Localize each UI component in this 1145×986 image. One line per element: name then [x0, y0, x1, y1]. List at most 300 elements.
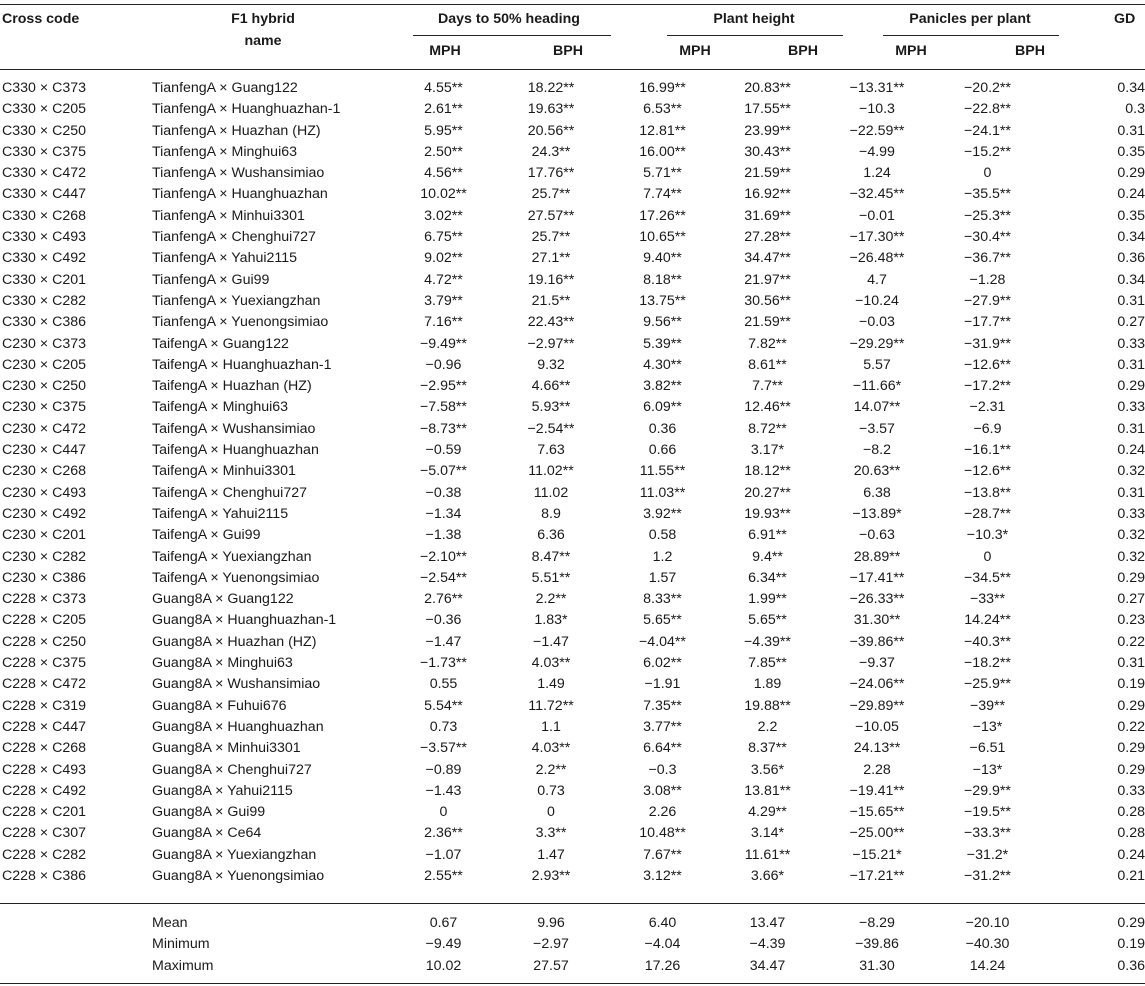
- table-row: [0, 312, 1145, 333]
- table-row: [0, 248, 1145, 269]
- height-mph-cell: 6.53**: [643, 101, 682, 118]
- panicles-mph-cell: −32.45**: [849, 186, 905, 203]
- height-bph-cell: 6.34**: [748, 569, 787, 586]
- hybrid-name-cell: TaifengA × Huanghuazhan-1: [152, 356, 332, 373]
- panicles-mph-cell: −29.89**: [849, 697, 905, 714]
- gd-cell: 0.31: [1117, 484, 1145, 501]
- cross-code-cell: C330 × C492: [2, 250, 87, 267]
- table-row: [0, 461, 1145, 482]
- height-bph-cell: 3.17*: [750, 442, 785, 459]
- panicles-mph-cell: −0.63: [859, 527, 895, 544]
- height-bph-cell: 3.66*: [750, 867, 785, 884]
- hybrid-name-cell: TianfengA × Huanghuazhan: [152, 186, 328, 203]
- gd-cell: 0.29: [1117, 697, 1145, 714]
- cross-code-cell: C228 × C373: [2, 591, 87, 608]
- cross-code-cell: C228 × C201: [2, 804, 87, 821]
- height-bph-cell: 1.89: [753, 676, 782, 693]
- gd-cell: 0.22: [1117, 718, 1145, 735]
- table-row: [0, 440, 1145, 461]
- hybrid-name-cell: Guang8A × Minghui63: [152, 655, 293, 672]
- heading-bph-cell: 2.93**: [531, 867, 571, 884]
- summary-row: [0, 913, 1145, 934]
- hybrid-name-cell: TaifengA × Yahui2115: [152, 505, 289, 522]
- panicles-mph-cell: −3.57: [859, 420, 895, 437]
- cross-code-cell: C228 × C250: [2, 633, 87, 650]
- heading-bph-cell: 19.63**: [527, 101, 575, 118]
- height-mph-cell: −4.04: [644, 936, 681, 953]
- height-bph-cell: 3.14*: [750, 825, 785, 842]
- gd-cell: 0.32: [1117, 527, 1145, 544]
- height-mph-cell: 17.26: [644, 957, 681, 974]
- height-bph-cell: 3.56*: [750, 761, 785, 778]
- heading-bph-cell: 21.5**: [531, 292, 571, 309]
- hybrid-name-cell: Guang8A × Yahui2115: [152, 782, 293, 799]
- heading-mph-cell: −0.89: [425, 761, 462, 778]
- height-bph-cell: 21.97**: [744, 271, 791, 288]
- panicles-mph-cell: 14.07**: [853, 399, 901, 416]
- height-bph-cell: 17.55**: [744, 101, 791, 118]
- panicles-mph-cell: −25.00**: [849, 825, 905, 842]
- table-row: [0, 866, 1145, 887]
- heading-mph-cell: 4.56**: [424, 165, 463, 182]
- height-bph-cell: 7.7**: [752, 378, 783, 395]
- cross-code-cell: C228 × C319: [2, 697, 87, 714]
- hybrid-name-cell: Guang8A × Fuhui676: [152, 697, 287, 714]
- panicles-bph-cell: −13*: [972, 761, 1003, 778]
- height-mph-cell: 3.12**: [643, 867, 682, 884]
- hybrid-name-cell: Guang8A × Ce64: [152, 825, 262, 842]
- table-row: [0, 355, 1145, 376]
- heading-mph-cell: 4.55**: [424, 80, 463, 96]
- panicles-bph-cell: −17.2**: [964, 378, 1011, 395]
- bottom-rule: [0, 983, 1145, 984]
- table-row: [0, 610, 1145, 631]
- hybrid-name-cell: TianfengA × Huanghuazhan-1: [152, 101, 341, 118]
- panicles-mph-cell: −0.01: [859, 207, 895, 224]
- data-table-body: [0, 78, 1145, 887]
- heading-mph-cell: −1.34: [425, 505, 462, 522]
- panicles-mph-cell: 1.24: [863, 165, 891, 182]
- table-row: [0, 184, 1145, 205]
- panicles-bph-cell: −1.28: [969, 271, 1006, 288]
- hybrid-name-cell: TianfengA × Gui99: [152, 271, 270, 288]
- height-mph-cell: −1.91: [644, 676, 681, 693]
- height-mph-cell: 10.48**: [639, 825, 686, 842]
- hybrid-name-cell: TianfengA × Huazhan (HZ): [152, 122, 321, 139]
- height-bph-cell: 8.72**: [748, 420, 787, 437]
- panicles-mph-cell: −10.3: [859, 101, 895, 118]
- gd-cell: 0.32: [1117, 463, 1145, 480]
- hybrid-name-cell: TaifengA × Yuexiangzhan: [152, 548, 312, 565]
- height-bph-cell: 2.2: [757, 718, 778, 735]
- hybrid-name-cell: Guang8A × Gui99: [152, 804, 266, 821]
- height-mph-cell: 6.40: [648, 915, 677, 931]
- cross-code-cell: [0, 913, 152, 934]
- heading-mph-cell: 3.79**: [424, 292, 463, 309]
- cross-code-cell: C330 × C250: [2, 122, 87, 139]
- heading-mph-cell: 0.73: [429, 718, 458, 735]
- panicles-bph-cell: −33**: [969, 591, 1006, 608]
- heading-mph-cell: 2.61**: [424, 101, 463, 118]
- heading-bph-cell: −1.47: [533, 633, 569, 650]
- table-row: [0, 163, 1145, 184]
- cross-code-cell: C230 × C282: [2, 548, 87, 565]
- hybrid-name-cell: Guang8A × Yuenongsimiao: [152, 867, 325, 884]
- hybrid-name-cell: TaifengA × Wushansimiao: [152, 420, 316, 437]
- panicles-mph-cell: −9.37: [859, 655, 895, 672]
- heading-mph-cell: 10.02**: [420, 186, 467, 203]
- header-cross-code: Cross code: [2, 11, 80, 27]
- height-bph-cell: 8.61**: [748, 356, 787, 373]
- cross-code-cell: C330 × C205: [2, 101, 87, 118]
- panicles-bph-cell: −25.3**: [964, 207, 1011, 224]
- height-bph-cell: 9.4**: [752, 548, 783, 565]
- height-mph-cell: 6.09**: [643, 399, 682, 416]
- panicles-bph-cell: −13.8**: [964, 484, 1011, 501]
- header-hybrid-name-1: F1 hybrid: [231, 11, 295, 27]
- panicles-bph-cell: −20.2**: [964, 80, 1011, 96]
- height-mph-cell: 6.64**: [643, 740, 682, 757]
- hybrid-name-cell: TaifengA × Huazhan (HZ): [152, 378, 312, 395]
- heading-mph-cell: 6.75**: [424, 229, 463, 246]
- height-mph-cell: 8.33**: [643, 591, 682, 608]
- panicles-mph-cell: −17.21**: [849, 867, 905, 884]
- height-bph-cell: 4.29**: [748, 804, 787, 821]
- heading-mph-cell: 3.02**: [424, 207, 463, 224]
- header-gd: GD: [1114, 11, 1136, 27]
- heading-mph-cell: −2.10**: [420, 548, 467, 565]
- table-row: [0, 121, 1145, 142]
- panicles-mph-cell: −26.48**: [849, 250, 905, 267]
- height-mph-cell: 6.02**: [643, 655, 682, 672]
- panicles-bph-cell: −6.51: [969, 740, 1006, 757]
- table-row: [0, 483, 1145, 504]
- gd-cell: 0.34: [1117, 271, 1145, 288]
- height-bph-cell: 21.59**: [744, 314, 791, 331]
- table-row: [0, 376, 1145, 397]
- hybrid-name-cell: TianfengA × Yuenongsimiao: [152, 314, 329, 331]
- hybrid-name-cell: Minimum: [152, 936, 210, 953]
- gd-cell: 0.31: [1117, 292, 1145, 309]
- height-mph-cell: 5.39**: [643, 335, 682, 352]
- height-bph-cell: 30.43**: [744, 143, 791, 160]
- header-plant-height: Plant height: [713, 11, 795, 27]
- table-row: [0, 206, 1145, 227]
- cross-code-cell: C228 × C282: [2, 846, 87, 863]
- heading-mph-cell: 4.72**: [424, 271, 463, 288]
- gd-cell: 0.29: [1117, 915, 1145, 931]
- panicles-bph-cell: −16.1**: [964, 442, 1011, 459]
- gd-cell: 0.36: [1117, 957, 1145, 974]
- panicles-bph-cell: −12.6**: [964, 463, 1011, 480]
- heading-bph-cell: 7.63: [537, 442, 565, 459]
- panicles-mph-cell: 2.28: [863, 761, 891, 778]
- hybrid-name-cell: Mean: [152, 915, 188, 931]
- heading-bph-cell: 27.57**: [527, 207, 575, 224]
- panicles-bph-cell: 14.24: [969, 957, 1006, 974]
- table-row: [0, 738, 1145, 759]
- heading-bph-cell: 1.49: [537, 676, 565, 693]
- panicles-bph-cell: −22.8**: [964, 101, 1011, 118]
- height-bph-cell: 27.28**: [744, 229, 791, 246]
- panicles-mph-cell: 5.57: [863, 356, 891, 373]
- height-mph-cell: 8.18**: [643, 271, 682, 288]
- height-mph-cell: 16.99**: [639, 80, 686, 96]
- gd-cell: 0.35: [1117, 207, 1145, 224]
- cross-code-cell: C230 × C472: [2, 420, 87, 437]
- height-bph-cell: 13.47: [749, 915, 786, 931]
- cross-code-cell: C228 × C493: [2, 761, 87, 778]
- gd-cell: 0.23: [1117, 612, 1145, 629]
- gd-cell: 0.36: [1117, 250, 1145, 267]
- hybrid-name-cell: Maximum: [152, 957, 214, 974]
- height-mph-cell: 5.65**: [643, 612, 682, 629]
- gd-cell: 0.27: [1117, 591, 1145, 608]
- height-bph-cell: 18.12**: [744, 463, 791, 480]
- table-row: [0, 696, 1145, 717]
- gd-cell: 0.33: [1117, 782, 1145, 799]
- gd-cell: 0.28: [1117, 804, 1145, 821]
- heading-mph-cell: −5.07**: [420, 463, 467, 480]
- heading-bph-cell: 6.36: [537, 527, 565, 544]
- cross-code-cell: C228 × C386: [2, 867, 87, 884]
- cross-code-cell: C230 × C268: [2, 463, 87, 480]
- hybrid-name-cell: TaifengA × Gui99: [152, 527, 261, 544]
- panicles-bph-cell: −15.2**: [964, 143, 1011, 160]
- hybrid-name-cell: TaifengA × Huanghuazhan: [152, 442, 319, 459]
- top-rule: [0, 4, 1145, 5]
- cross-code-cell: C228 × C447: [2, 718, 87, 735]
- panicles-mph-cell: 24.13**: [853, 740, 901, 757]
- gd-cell: 0.33: [1117, 505, 1145, 522]
- heading-bph-cell: 8.47**: [531, 548, 571, 565]
- header-panicles: Panicles per plant: [909, 11, 1031, 27]
- panicles-bph-cell: −33.3**: [964, 825, 1011, 842]
- table-row: [0, 78, 1145, 99]
- height-group-rule: [667, 35, 843, 36]
- panicles-bph-cell: −17.7**: [964, 314, 1011, 331]
- height-mph-cell: 4.30**: [643, 356, 682, 373]
- table-row: [0, 270, 1145, 291]
- panicles-mph-cell: −4.99: [859, 143, 895, 160]
- cross-code-cell: C330 × C282: [2, 292, 87, 309]
- panicles-bph-cell: −30.4**: [964, 229, 1011, 246]
- height-bph-cell: 31.69**: [744, 207, 791, 224]
- hybrid-name-cell: TaifengA × Minhui3301: [152, 463, 296, 480]
- panicles-bph-cell: −25.9**: [964, 676, 1011, 693]
- cross-code-cell: C228 × C472: [2, 676, 87, 693]
- height-mph-cell: 3.77**: [643, 718, 682, 735]
- height-bph-cell: 6.91**: [748, 527, 787, 544]
- heading-bph-cell: 22.43**: [527, 314, 575, 331]
- hybrid-name-cell: Guang8A × Guang122: [152, 591, 294, 608]
- panicles-bph-cell: −12.6**: [964, 356, 1011, 373]
- cross-code-cell: C330 × C472: [2, 165, 87, 182]
- hybrid-name-cell: Guang8A × Minhui3301: [152, 740, 301, 757]
- height-mph-cell: 17.26**: [639, 207, 686, 224]
- table-row: [0, 823, 1145, 844]
- heading-mph-cell: 0.67: [429, 915, 458, 931]
- height-mph-cell: −0.3: [648, 761, 677, 778]
- panicles-mph-cell: −11.66*: [852, 378, 902, 395]
- height-bph-cell: −4.39**: [744, 633, 791, 650]
- panicles-bph-cell: −34.5**: [964, 569, 1011, 586]
- table-row: [0, 568, 1145, 589]
- gd-cell: 0.21: [1117, 867, 1145, 884]
- gd-cell: 0.19: [1117, 936, 1145, 953]
- hybrid-name-cell: TianfengA × Wushansimiao: [152, 165, 325, 182]
- gd-cell: 0.34: [1117, 229, 1145, 246]
- header-panicles-mph: MPH: [895, 43, 927, 59]
- gd-cell: 0.29: [1117, 165, 1145, 182]
- height-bph-cell: 19.93**: [744, 505, 791, 522]
- height-bph-cell: 19.88**: [744, 697, 791, 714]
- heading-bph-cell: 2.2**: [535, 591, 567, 608]
- heading-bph-cell: 1.1: [541, 718, 561, 735]
- cross-code-cell: C330 × C268: [2, 207, 87, 224]
- heading-bph-cell: 5.51**: [531, 569, 571, 586]
- heading-group-rule: [413, 35, 611, 36]
- table-row: [0, 419, 1145, 440]
- hybrid-name-cell: TaifengA × Guang122: [152, 335, 289, 352]
- height-bph-cell: 5.65**: [748, 612, 787, 629]
- heading-bph-cell: 0: [547, 804, 555, 821]
- height-mph-cell: 3.92**: [643, 505, 682, 522]
- heading-mph-cell: −1.43: [425, 782, 462, 799]
- panicles-bph-cell: −28.7**: [964, 505, 1011, 522]
- panicles-mph-cell: −29.29**: [849, 335, 905, 352]
- cross-code-cell: C230 × C492: [2, 505, 87, 522]
- cross-code-cell: C330 × C493: [2, 229, 87, 246]
- panicles-mph-cell: −24.06**: [849, 676, 905, 693]
- heading-bph-cell: −2.97**: [527, 335, 575, 352]
- heading-mph-cell: 2.50**: [424, 143, 463, 160]
- gd-cell: 0.27: [1117, 314, 1145, 331]
- panicles-bph-cell: −19.5**: [964, 804, 1011, 821]
- heading-mph-cell: −1.07: [425, 846, 462, 863]
- heading-mph-cell: −0.38: [425, 484, 462, 501]
- panicles-mph-cell: −39.86**: [849, 633, 905, 650]
- height-bph-cell: 21.59**: [744, 165, 791, 182]
- height-mph-cell: 12.81**: [639, 122, 686, 139]
- heading-bph-cell: 3.3**: [535, 825, 567, 842]
- header-hybrid-name-2: name: [244, 33, 282, 49]
- cross-code-cell: C330 × C373: [2, 80, 87, 96]
- heading-bph-cell: 4.03**: [531, 655, 571, 672]
- panicles-bph-cell: −40.30: [965, 936, 1010, 953]
- gd-cell: 0.29: [1117, 740, 1145, 757]
- gd-cell: 0.35: [1117, 143, 1145, 160]
- heading-bph-cell: 25.7**: [531, 229, 571, 246]
- panicles-bph-cell: −35.5**: [964, 186, 1011, 203]
- heading-mph-cell: 5.95**: [424, 122, 463, 139]
- header-heading: Days to 50% heading: [438, 11, 580, 27]
- table-row: [0, 674, 1145, 695]
- panicles-bph-cell: −29.9**: [964, 782, 1011, 799]
- panicles-mph-cell: −10.24: [855, 292, 899, 309]
- gd-cell: 0.29: [1117, 378, 1145, 395]
- heading-bph-cell: 25.7**: [531, 186, 571, 203]
- heading-bph-cell: −2.97: [533, 936, 569, 953]
- panicles-bph-cell: −31.2**: [964, 867, 1011, 884]
- heading-bph-cell: 27.1**: [531, 250, 571, 267]
- panicles-mph-cell: −39.86: [855, 936, 899, 953]
- panicles-bph-cell: −24.1**: [964, 122, 1011, 139]
- cross-code-cell: C330 × C201: [2, 271, 87, 288]
- summary-rule: [0, 903, 1145, 904]
- height-bph-cell: 34.47: [749, 957, 786, 974]
- gd-cell: 0.32: [1117, 548, 1145, 565]
- heading-mph-cell: −9.49**: [420, 335, 467, 352]
- table-row: [0, 525, 1145, 546]
- table-row: [0, 547, 1145, 568]
- header-height-bph: BPH: [788, 43, 818, 59]
- hybrid-name-cell: TaifengA × Chenghui727: [152, 484, 308, 501]
- panicles-bph-cell: −2.31: [969, 399, 1006, 416]
- panicles-mph-cell: −15.65**: [849, 804, 905, 821]
- cross-code-cell: C228 × C307: [2, 825, 87, 842]
- header-heading-bph: BPH: [553, 43, 583, 59]
- cross-code-cell: C230 × C447: [2, 442, 87, 459]
- panicles-mph-cell: 31.30: [859, 957, 895, 974]
- heading-mph-cell: −0.96: [425, 356, 462, 373]
- height-mph-cell: 10.65**: [639, 229, 686, 246]
- summary-row: [0, 934, 1145, 955]
- table-row: [0, 845, 1145, 866]
- heading-bph-cell: 5.93**: [531, 399, 571, 416]
- heading-bph-cell: 9.96: [537, 915, 565, 931]
- height-bph-cell: 7.85**: [748, 655, 787, 672]
- table-row: [0, 760, 1145, 781]
- height-mph-cell: 7.67**: [643, 846, 682, 863]
- table-row: [0, 781, 1145, 802]
- heading-mph-cell: −8.73**: [420, 420, 467, 437]
- heading-bph-cell: −2.54**: [527, 420, 575, 437]
- table-row: [0, 717, 1145, 738]
- gd-cell: 0.28: [1117, 825, 1145, 842]
- height-bph-cell: 13.81**: [744, 782, 791, 799]
- height-bph-cell: 34.47**: [744, 250, 791, 267]
- gd-cell: 0.22: [1117, 633, 1145, 650]
- table-row: [0, 802, 1145, 823]
- panicles-mph-cell: −17.30**: [849, 229, 905, 246]
- header-height-mph: MPH: [679, 43, 711, 59]
- height-mph-cell: 5.71**: [643, 165, 682, 182]
- heading-mph-cell: −1.47: [425, 633, 462, 650]
- height-mph-cell: 16.00**: [639, 143, 686, 160]
- panicles-mph-cell: 4.7: [867, 271, 887, 288]
- cross-code-cell: C230 × C373: [2, 335, 87, 352]
- cross-code-cell: C228 × C492: [2, 782, 87, 799]
- cross-code-cell: C230 × C386: [2, 569, 87, 586]
- cross-code-cell: C330 × C447: [2, 186, 87, 203]
- height-bph-cell: 23.99**: [744, 122, 791, 139]
- height-mph-cell: 3.82**: [643, 378, 682, 395]
- cross-code-cell: [0, 934, 152, 955]
- heading-bph-cell: 11.02**: [528, 463, 574, 480]
- table-row: [0, 291, 1145, 312]
- table-row: [0, 227, 1145, 248]
- height-mph-cell: 1.2: [652, 548, 673, 565]
- heading-mph-cell: −0.36: [425, 612, 462, 629]
- heading-bph-cell: 19.16**: [527, 271, 575, 288]
- heading-bph-cell: 27.57: [533, 957, 569, 974]
- heading-mph-cell: −7.58**: [420, 399, 467, 416]
- panicles-mph-cell: −0.03: [859, 314, 895, 331]
- hybrid-name-cell: TianfengA × Guang122: [152, 80, 298, 96]
- height-bph-cell: −4.39: [749, 936, 786, 953]
- panicles-mph-cell: −15.21*: [852, 846, 902, 863]
